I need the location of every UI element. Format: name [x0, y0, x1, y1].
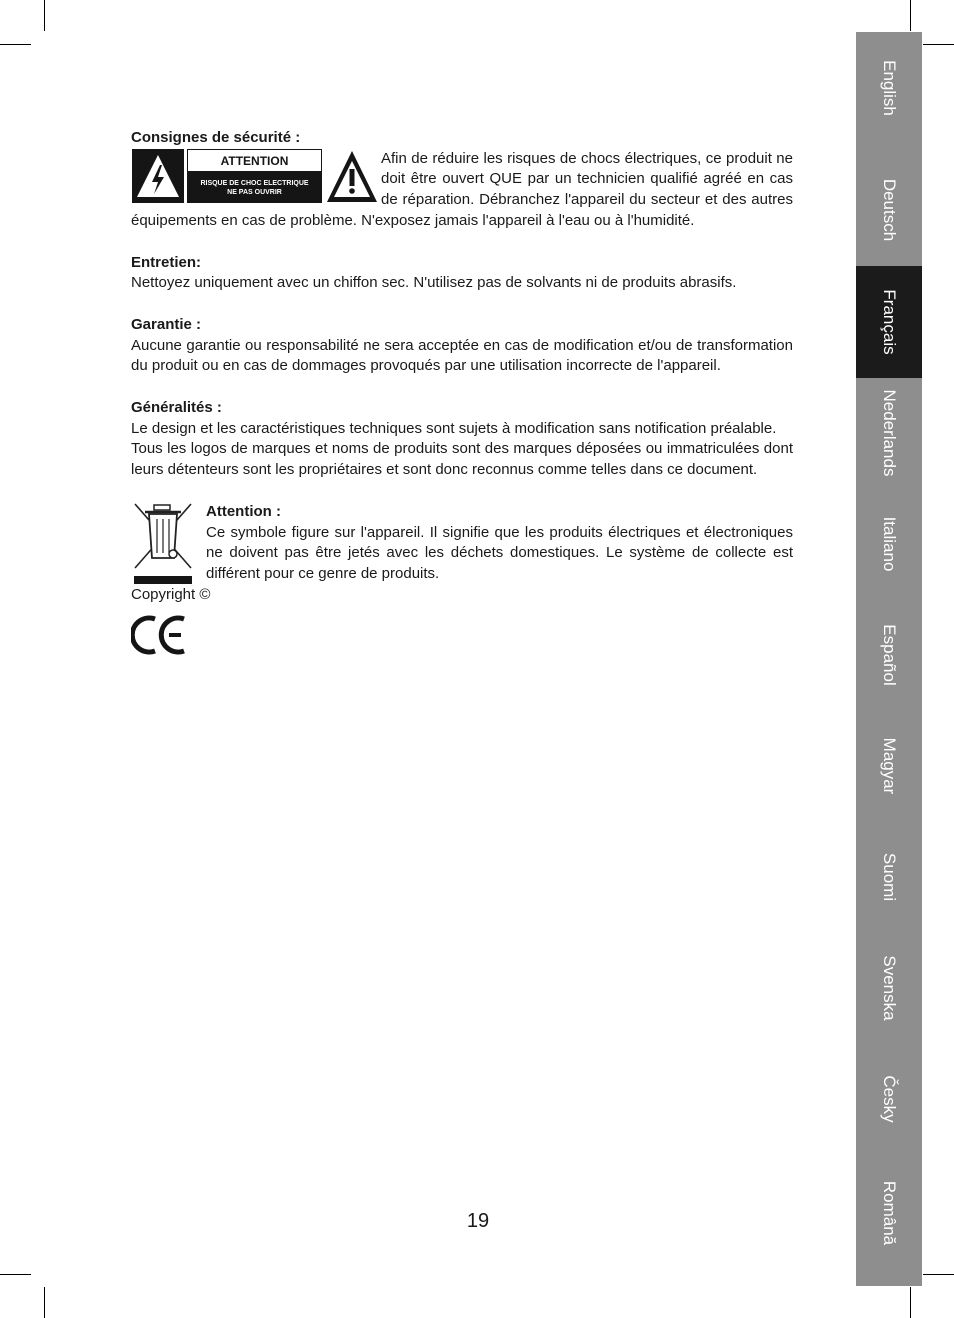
attention-text: Ce symbole figure sur l'appareil. Il signifie que les produits électriques et électroniques ne doivent pas être jetés avec les déchets domestiques. Le système de collecte est différent pour ce genre de produits.: [206, 523, 793, 582]
language-tab-svenska[interactable]: [856, 932, 922, 1044]
language-tab-label: Nederlands: [880, 389, 899, 477]
language-tab-label: Italiano: [880, 516, 899, 572]
language-tab-romana[interactable]: [856, 1157, 922, 1269]
safety-text: Afin de réduire les risques de chocs électriques, ce produit ne doit être ouvert QUE par un technicien qualifié agréé en cas de réparation. Débranchez l'appareil du secteur et des autres équipements en cas de problème. N'exposez jamais l'appareil à l'eau ou à l'humidité.: [131, 149, 793, 229]
language-tab-label: Svenska: [880, 955, 899, 1021]
lightning-triangle-icon: [132, 149, 184, 203]
crop-mark: [923, 44, 954, 45]
maintenance-text: Nettoyez uniquement avec un chiffon sec. N'utilisez pas de solvants ni de produits abrasifs.: [131, 274, 737, 292]
crop-mark: [44, 0, 45, 31]
crop-mark: [910, 1287, 911, 1318]
ce-mark-icon: [131, 613, 189, 657]
page-number: 19: [466, 1210, 490, 1232]
warranty-heading: Garantie :: [131, 315, 202, 333]
crop-mark: [44, 1287, 45, 1318]
language-tab-deutsch[interactable]: [856, 154, 922, 266]
language-tab-label: Magyar: [880, 737, 899, 795]
language-tab-espanol[interactable]: [856, 599, 922, 711]
crossed-out-bin-icon: [131, 502, 195, 586]
copyright-text: Copyright ©: [131, 585, 211, 603]
language-tab-magyar[interactable]: [856, 710, 922, 822]
crop-mark: [923, 1274, 954, 1275]
general-text-1: Le design et les caractéristiques techniques sont sujets à modification sans notification préalable.: [131, 419, 777, 437]
general-text-2: Tous les logos de marques et noms de produits sont des marques déposées ou immatriculées dont leurs détenteurs sont les propriétaires et sont donc reconnus comme telles dans ce document.: [131, 440, 793, 479]
language-tab-label: Română: [880, 1180, 899, 1246]
language-tab-nederlands[interactable]: [856, 377, 922, 489]
crop-mark: [0, 1274, 31, 1275]
weee-notice: [131, 502, 793, 585]
language-tab-suomi[interactable]: [856, 821, 922, 933]
language-tab-francais[interactable]: [856, 266, 922, 378]
crop-mark: [910, 0, 911, 31]
language-tab-label: Česky: [880, 1075, 899, 1123]
language-tab-label: English: [880, 60, 899, 116]
warranty-text: Aucune garantie ou responsabilité ne sera acceptée en cas de modification et/ou de transformation du produit ou en cas de dommages provoqués par une utilisation incorrecte de l'appareil.: [131, 336, 793, 375]
maintenance-heading: Entretien:: [131, 253, 202, 271]
attention-plate-title: ATTENTION: [220, 153, 289, 168]
electric-shock-warning-label: [131, 149, 377, 205]
attention-heading: Attention :: [206, 502, 281, 520]
page-content: [131, 128, 793, 664]
language-tab-label: Suomi: [880, 852, 899, 902]
language-tab-label: Français: [880, 289, 899, 355]
language-tab-label: Deutsch: [880, 178, 899, 242]
crop-mark: [0, 44, 31, 45]
exclamation-triangle-icon: [327, 151, 377, 202]
attention-plate-line1: RISQUE DE CHOC ELECTRIQUE: [200, 179, 309, 187]
language-tab-cesky[interactable]: [856, 1043, 922, 1155]
safety-heading: Consignes de sécurité :: [131, 129, 301, 146]
language-tab-italiano[interactable]: [856, 488, 922, 600]
general-heading: Généralités :: [131, 399, 222, 417]
attention-plate-line2: NE PAS OUVRIR: [227, 188, 282, 196]
language-sidebar: [856, 32, 922, 1286]
language-tab-english[interactable]: [856, 32, 922, 144]
language-tab-label: Español: [880, 624, 899, 686]
attention-plate: [188, 149, 322, 202]
